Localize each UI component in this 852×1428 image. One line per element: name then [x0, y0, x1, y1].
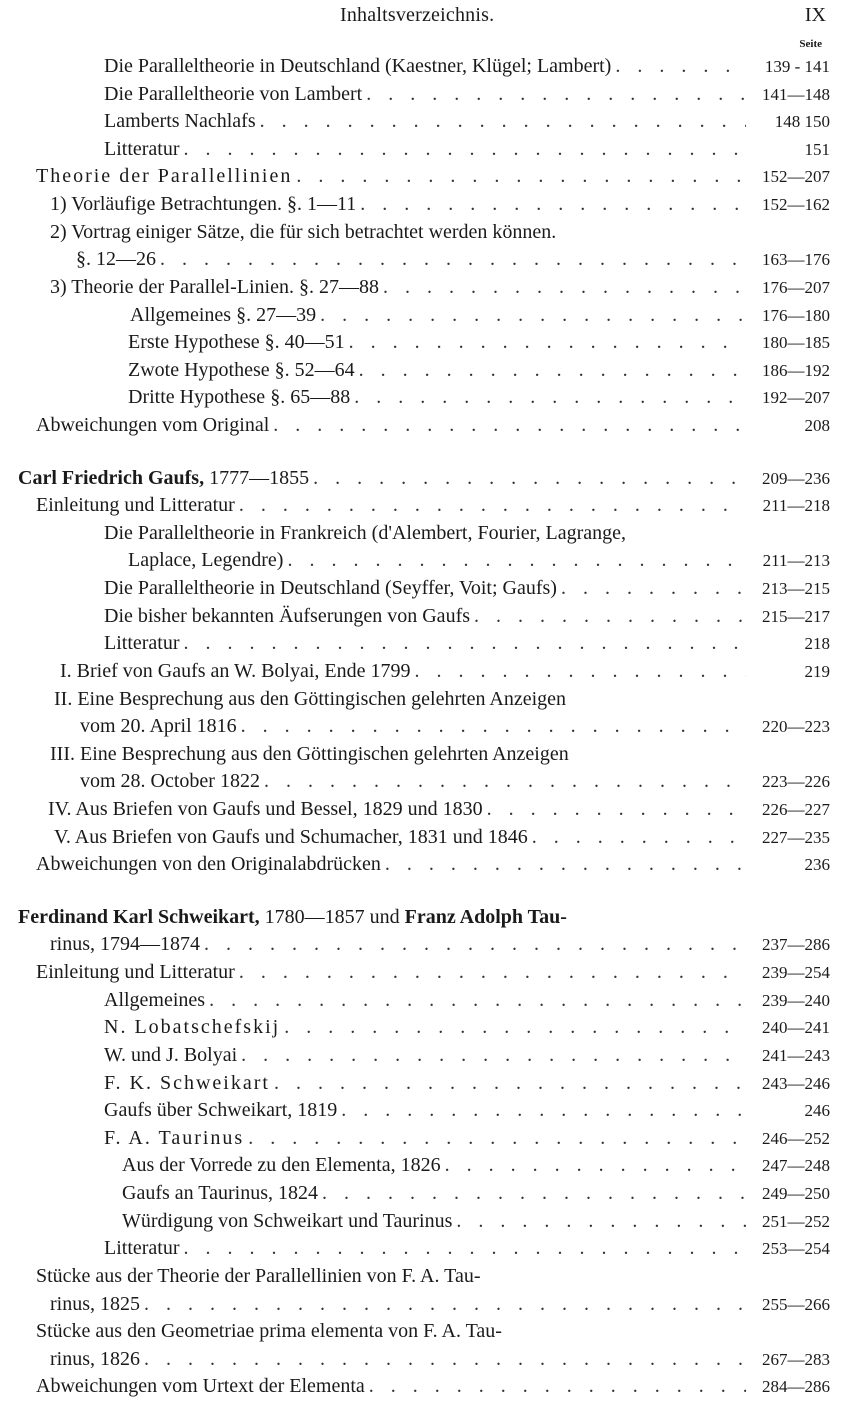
toc-entry-pages: 219 — [804, 662, 830, 681]
toc-entry-title: III. Eine Besprechung aus den Göttingischen gelehrten Anzeigen — [50, 743, 569, 765]
dot-leader — [359, 356, 746, 384]
toc-entry-title: Dritte Hypothese §. 65—88 — [128, 386, 351, 408]
toc-entry-pages: 218 — [804, 634, 830, 653]
dot-leader — [354, 383, 746, 411]
dot-leader — [184, 629, 746, 657]
toc-entry — [0, 1317, 830, 1345]
toc-entry — [0, 1096, 830, 1124]
author-name: Franz Adolph Tau- — [404, 906, 567, 928]
page-number: IX — [804, 4, 826, 26]
toc-entry-pages: 151 — [804, 140, 830, 159]
toc-entry — [0, 712, 830, 740]
toc-entry-title: Allgemeines §. 27—39 — [130, 304, 317, 326]
dot-leader — [322, 1179, 746, 1207]
dot-leader — [532, 823, 746, 851]
toc-entry-pages: 241—243 — [762, 1046, 830, 1065]
toc-entry — [0, 107, 830, 135]
toc-entry — [0, 657, 830, 685]
toc-entry-title: Die Paralleltheorie in Deutschland (Kaestner, Klügel; Lambert) — [104, 55, 612, 77]
toc-entry — [0, 411, 830, 439]
toc-entry-title: vom 28. October 1822 — [80, 770, 260, 792]
toc-entry-pages: 243—246 — [762, 1074, 830, 1093]
dot-leader — [184, 135, 746, 163]
dot-leader — [561, 574, 746, 602]
dot-leader — [273, 411, 746, 439]
toc-entry-pages: 246 — [804, 1101, 830, 1120]
toc-entry-title: F. A. Taurinus — [104, 1127, 245, 1149]
toc-entry — [0, 273, 830, 301]
toc-entry-pages: 236 — [804, 855, 830, 874]
dot-leader — [274, 1069, 746, 1097]
toc-entry-pages: 239—254 — [762, 963, 830, 982]
dot-leader — [369, 1372, 746, 1400]
toc-entry-title: Allgemeines — [104, 989, 206, 1011]
toc-entry — [0, 740, 830, 768]
toc-entry — [0, 162, 830, 190]
toc-entry-pages: 253—254 — [762, 1239, 830, 1258]
toc-entry — [0, 986, 830, 1014]
dot-leader — [239, 958, 746, 986]
toc-entry — [0, 1069, 830, 1097]
dot-leader — [385, 850, 746, 878]
toc-entry-pages: 192—207 — [762, 388, 830, 407]
toc-entry — [0, 1179, 830, 1207]
toc-entry-pages: 209—236 — [762, 469, 830, 488]
toc-entry-pages: 141—148 — [762, 85, 830, 104]
toc-entry-pages: 211—213 — [762, 551, 830, 570]
toc-entry-title: F. K. Schweikart — [104, 1072, 270, 1094]
dot-leader — [260, 107, 746, 135]
toc-entry-title: 1777—1855 — [209, 467, 310, 489]
toc-entry-pages: 176—207 — [762, 278, 830, 297]
toc-entry-pages: 152—207 — [762, 167, 830, 186]
dot-leader — [474, 602, 746, 630]
toc-entry-title: 1780—1857 und — [264, 906, 400, 928]
toc-entry-pages: 227—235 — [762, 828, 830, 847]
toc-entry — [0, 356, 830, 384]
toc-entry-pages: 267—283 — [762, 1350, 830, 1369]
toc-entry-pages: 247—248 — [762, 1156, 830, 1175]
dot-leader — [160, 245, 746, 273]
toc-entry — [0, 903, 830, 931]
toc-entry — [0, 1262, 830, 1290]
running-head: Inhaltsverzeichnis. — [340, 4, 495, 26]
toc-entry — [0, 795, 830, 823]
toc-entry-title: Gaufs an Taurinus, 1824 — [122, 1182, 318, 1204]
author-name: Ferdinand Karl Schweikart, — [18, 906, 260, 928]
dot-leader — [144, 1345, 746, 1373]
toc-entry — [0, 1151, 830, 1179]
toc-entry-title: Theorie der Parallellinien — [36, 165, 293, 187]
dot-leader — [320, 301, 746, 329]
toc-entry — [0, 685, 830, 713]
toc-entry — [0, 1124, 830, 1152]
toc-entry-pages: 148 150 — [774, 112, 830, 131]
toc-entry — [0, 1290, 830, 1318]
toc-entry — [0, 1041, 830, 1069]
toc-entry-title: Erste Hypothese §. 40—51 — [128, 331, 345, 353]
toc-entry-title: Litteratur — [104, 1237, 180, 1259]
dot-leader — [360, 190, 746, 218]
toc-entry — [0, 491, 830, 519]
toc-entry — [0, 1345, 830, 1373]
toc-entry-pages: 211—218 — [762, 496, 830, 515]
toc-entry-pages: 215—217 — [762, 607, 830, 626]
toc-entry-pages: 152—162 — [762, 195, 830, 214]
toc-entry-pages: 213—215 — [762, 579, 830, 598]
toc-entry-title: Einleitung und Litteratur — [36, 961, 235, 983]
toc-entry-title: §. 12—26 — [76, 248, 156, 270]
toc-entry — [0, 629, 830, 657]
toc-entry-pages: 226—227 — [762, 800, 830, 819]
toc-entry — [0, 245, 830, 273]
dot-leader — [184, 1234, 746, 1262]
dot-leader — [284, 1013, 746, 1041]
toc-entry — [0, 328, 830, 356]
toc-entry-title: Zwote Hypothese §. 52—64 — [128, 359, 355, 381]
toc-entry-pages: 176—180 — [762, 306, 830, 325]
toc-entry-pages: 246—252 — [762, 1129, 830, 1148]
toc-entry-pages: 223—226 — [762, 772, 830, 791]
dot-leader — [615, 52, 746, 80]
toc-entry-title: Einleitung und Litteratur — [36, 494, 235, 516]
dot-leader — [239, 491, 746, 519]
dot-leader — [287, 546, 746, 574]
toc-entry-pages: 251—252 — [762, 1212, 830, 1231]
toc-entry — [0, 546, 830, 574]
toc-entry-title: Die Paralleltheorie in Deutschland (Seyffer, Voit; Gaufs) — [104, 577, 557, 599]
toc-entry-title: Stücke aus den Geometriae prima elementa von F. A. Tau- — [36, 1320, 502, 1342]
toc-entry — [0, 519, 830, 547]
dot-leader — [366, 80, 746, 108]
dot-leader — [241, 1041, 746, 1069]
toc-entry-title: vom 20. April 1816 — [80, 715, 237, 737]
dot-leader — [313, 464, 746, 492]
dot-leader — [487, 795, 746, 823]
toc-entry-pages: 186—192 — [762, 361, 830, 380]
toc-entry-title: Litteratur — [104, 138, 180, 160]
toc-entry-title: IV. Aus Briefen von Gaufs und Bessel, 1829 und 1830 — [48, 798, 483, 820]
toc-entry-title: Die bisher bekannten Äufserungen von Gaufs — [104, 605, 471, 627]
toc-entry — [0, 383, 830, 411]
toc-entry-title: Abweichungen von den Originalabdrücken — [36, 853, 381, 875]
toc-entry-title: 1) Vorläufige Betrachtungen. §. 1—11 — [50, 193, 357, 215]
toc-entry — [0, 602, 830, 630]
toc-entry-title: rinus, 1825 — [50, 1293, 140, 1315]
toc-entry-title: Laplace, Legendre) — [128, 549, 284, 571]
dot-leader — [445, 1151, 746, 1179]
toc-entry — [0, 1013, 830, 1041]
toc-entry-title: rinus, 1794—1874 — [50, 933, 200, 955]
dot-leader — [204, 930, 746, 958]
toc-entry-pages: 139 - 141 — [764, 57, 830, 76]
toc-entry-title: V. Aus Briefen von Gaufs und Schumacher, 1831 und 1846 — [54, 826, 528, 848]
toc-entry-title: Stücke aus der Theorie der Parallellinien von F. A. Tau- — [36, 1265, 481, 1287]
toc-entry-pages: 284—286 — [762, 1377, 830, 1396]
toc-entry-title: Lamberts Nachlafs — [104, 110, 256, 132]
toc-entry-pages: 208 — [804, 416, 830, 435]
toc-entry-pages: 249—250 — [762, 1184, 830, 1203]
toc-entry-pages: 240—241 — [762, 1018, 830, 1037]
toc-entry — [0, 52, 830, 80]
author-name: Carl Friedrich Gaufs, — [18, 467, 205, 489]
toc-entry-title: N. Lobatschefskij — [104, 1016, 281, 1038]
toc-entry-title: II. Eine Besprechung aus den Göttingischen gelehrten Anzeigen — [54, 688, 567, 710]
toc-entry-title: Die Paralleltheorie in Frankreich (d'Alembert, Fourier, Lagrange, — [104, 522, 627, 544]
toc-entry — [0, 301, 830, 329]
dot-leader — [241, 712, 746, 740]
toc-entry — [0, 218, 830, 246]
toc-entry — [0, 190, 830, 218]
toc-entry-pages: 239—240 — [762, 991, 830, 1010]
toc-entry — [0, 1234, 830, 1262]
toc-entry — [0, 850, 830, 878]
toc-entry-title: Die Paralleltheorie von Lambert — [104, 83, 363, 105]
toc-entry-title: Abweichungen vom Original — [36, 414, 270, 436]
toc-entry — [0, 930, 830, 958]
toc-entry-title: I. Brief von Gaufs an W. Bolyai, Ende 1799 — [60, 660, 411, 682]
toc-entry — [0, 135, 830, 163]
toc-entry — [0, 958, 830, 986]
toc-entry-title: Aus der Vorrede zu den Elementa, 1826 — [122, 1154, 441, 1176]
toc-entry-pages: 220—223 — [762, 717, 830, 736]
toc-entry-title: Abweichungen vom Urtext der Elementa — [36, 1375, 365, 1397]
toc-entry — [0, 464, 830, 492]
toc-entry-title: W. und J. Bolyai — [104, 1044, 238, 1066]
dot-leader — [415, 657, 747, 685]
toc-entry-pages: 255—266 — [762, 1295, 830, 1314]
dot-leader — [296, 162, 746, 190]
toc-entry-title: Würdigung von Schweikart und Taurinus — [122, 1210, 453, 1232]
toc-entry — [0, 1372, 830, 1400]
dot-leader — [209, 986, 746, 1014]
toc-entry-pages: 180—185 — [762, 333, 830, 352]
toc-entry — [0, 80, 830, 108]
dot-leader — [144, 1290, 746, 1318]
toc-entry — [0, 1207, 830, 1235]
toc-entry-title: 2) Vortrag einiger Sätze, die für sich betrachtet werden können. — [50, 221, 557, 243]
seite-label: Seite — [799, 38, 822, 50]
toc-entry — [0, 574, 830, 602]
dot-leader — [248, 1124, 746, 1152]
dot-leader — [349, 328, 746, 356]
toc-entry-pages: 237—286 — [762, 935, 830, 954]
toc-entry — [0, 767, 830, 795]
dot-leader — [341, 1096, 746, 1124]
toc-entry-title: 3) Theorie der Parallel-Linien. §. 27—88 — [50, 276, 379, 298]
toc-entry — [0, 823, 830, 851]
dot-leader — [383, 273, 746, 301]
toc-entry-title: rinus, 1826 — [50, 1348, 140, 1370]
toc-entry-title: Litteratur — [104, 632, 180, 654]
dot-leader — [264, 767, 746, 795]
toc-entry-title: Gaufs über Schweikart, 1819 — [104, 1099, 338, 1121]
dot-leader — [456, 1207, 746, 1235]
toc-entry-pages: 163—176 — [762, 250, 830, 269]
